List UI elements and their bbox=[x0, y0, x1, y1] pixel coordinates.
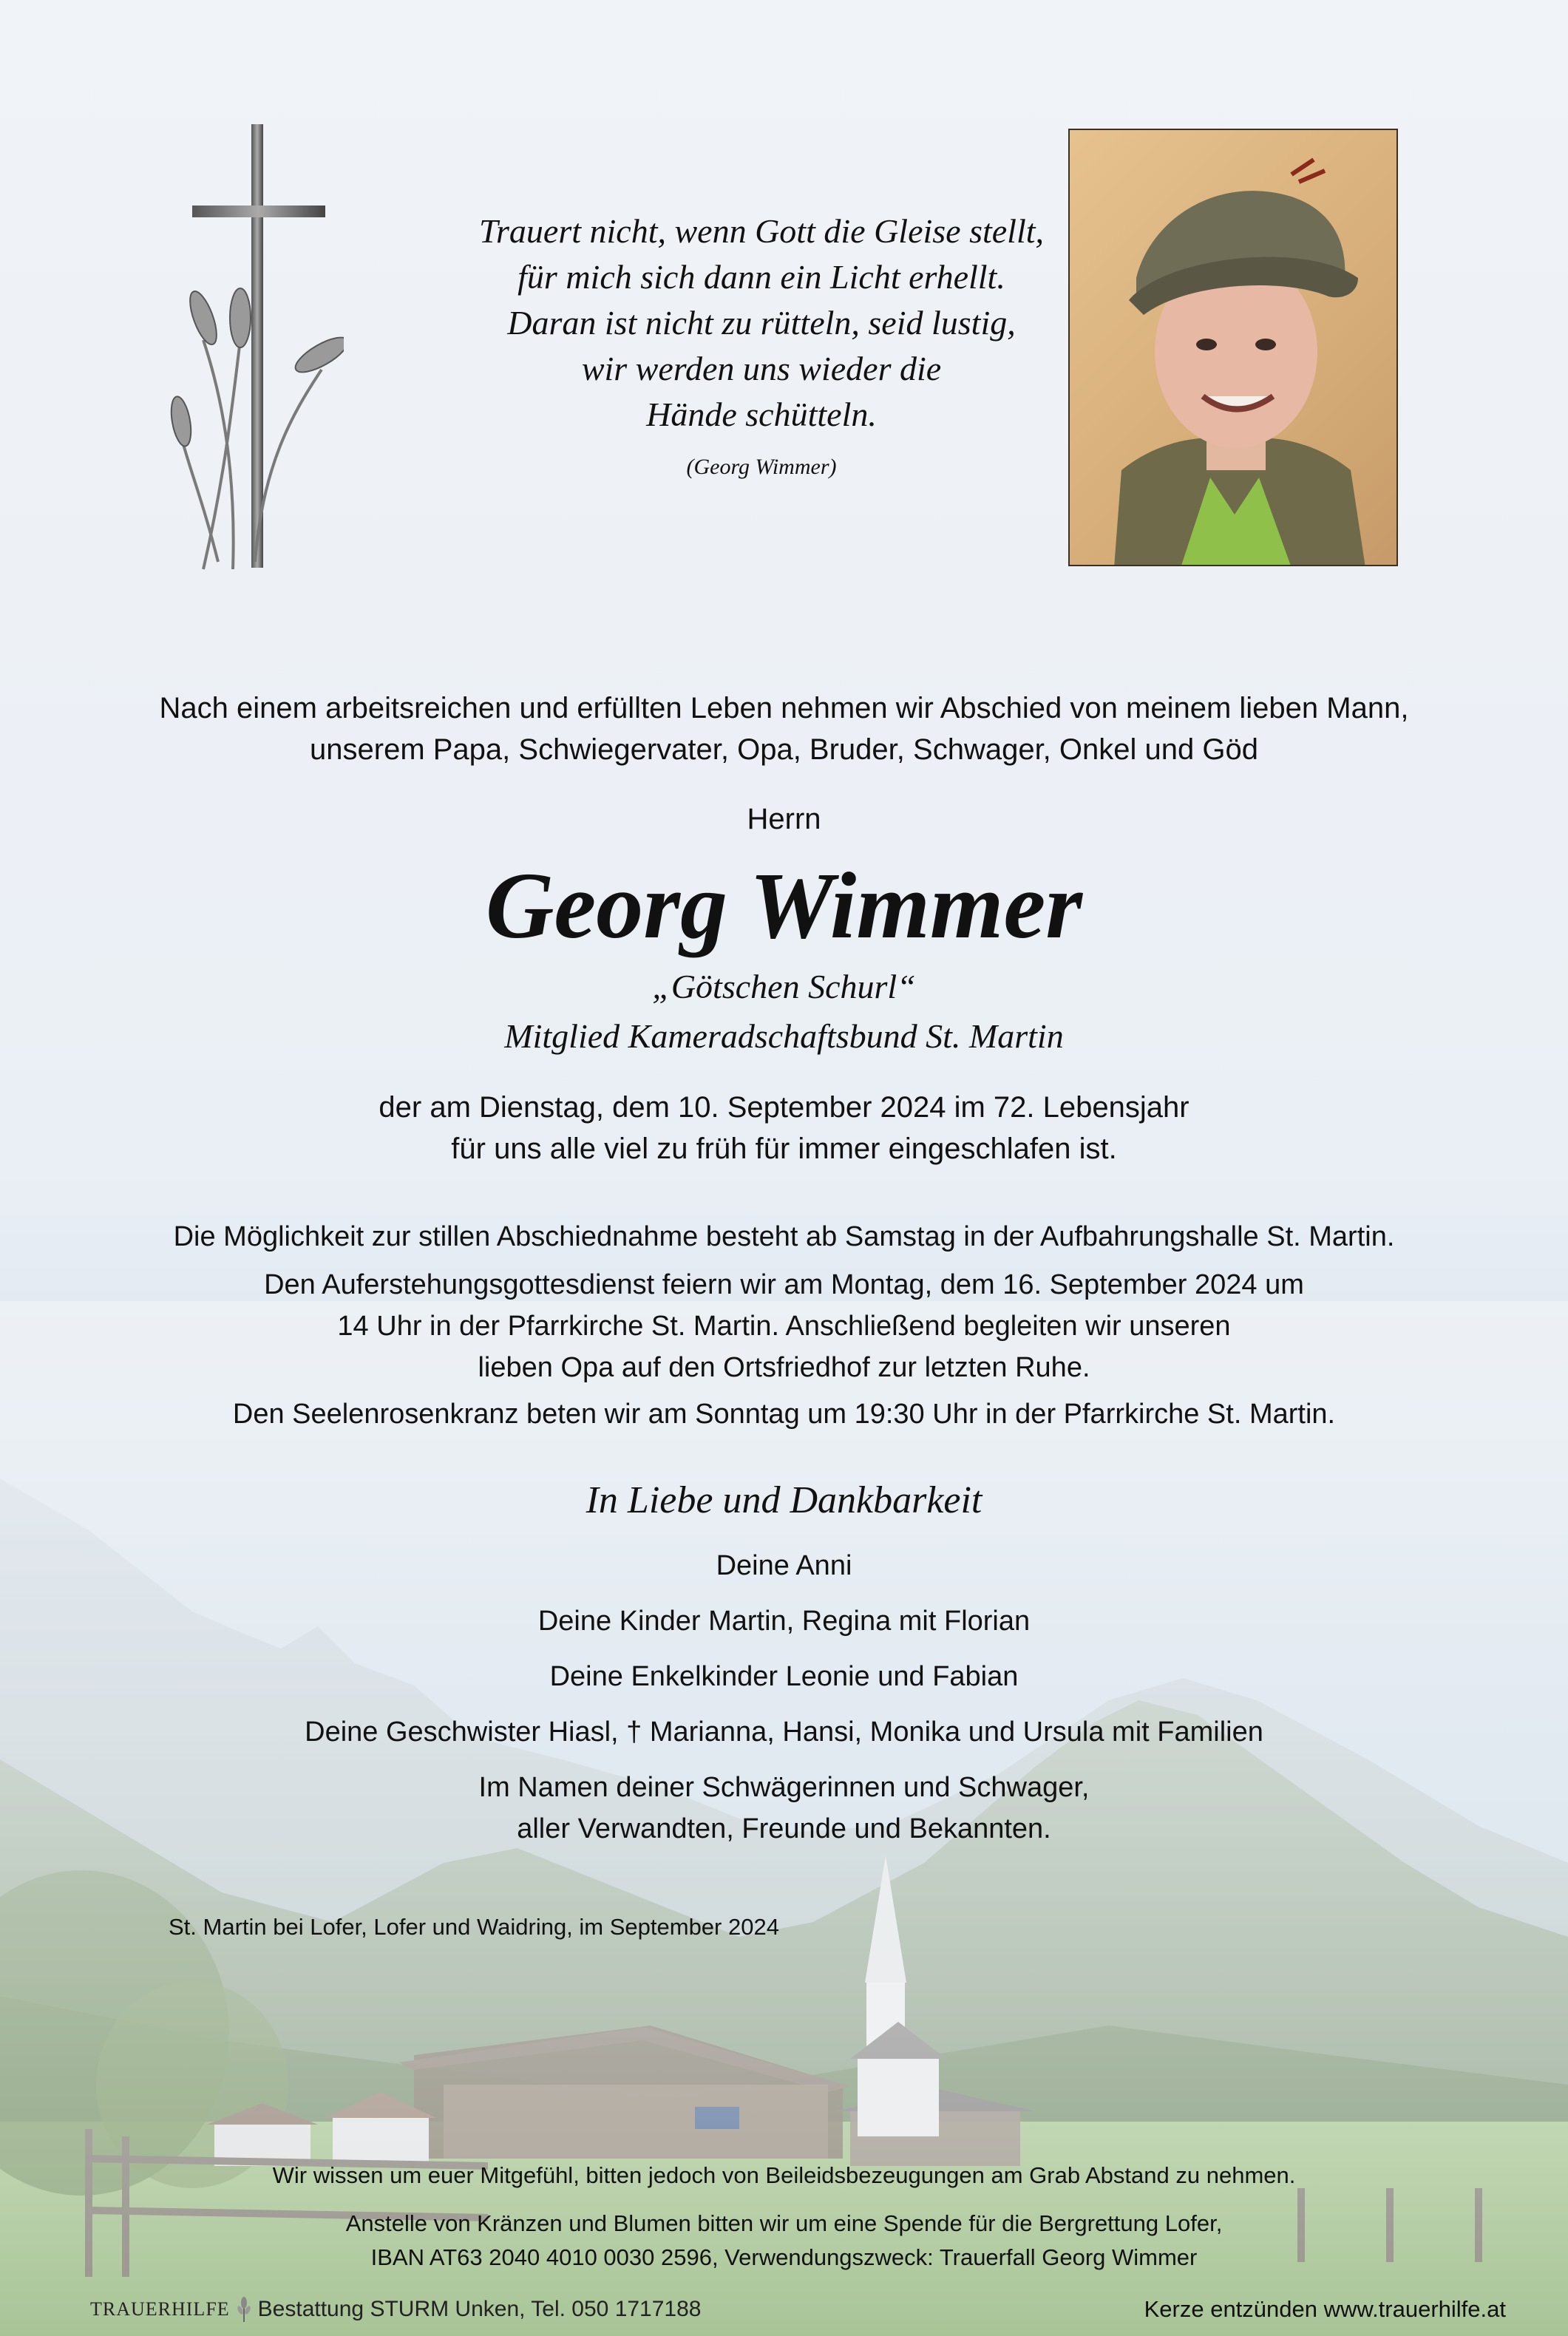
poem-line: Daran ist nicht zu rütteln, seid lustig, bbox=[507, 304, 1016, 342]
portrait-photo bbox=[1068, 129, 1398, 566]
poem-line: wir werden uns wieder die bbox=[581, 350, 942, 387]
condolence-note: Wir wissen um euer Mitgefühl, bitten jedoch von Beileidsbezeugungen am Grab Abstand zu nehmen. bbox=[272, 2162, 1296, 2188]
death-line: für uns alle viel zu früh für immer eingeschlafen ist. bbox=[451, 1133, 1117, 1165]
wheat-icon bbox=[236, 2297, 252, 2322]
portrait-illustration bbox=[1070, 130, 1398, 566]
rosary-info: Den Seelenrosenkranz beten wir am Sonntag um 19:30 Uhr in der Pfarrkirche St. Martin. bbox=[232, 1399, 1336, 1430]
mourner-others-line: aller Verwandten, Freunde und Bekannten. bbox=[517, 1813, 1051, 1844]
mourner-others bbox=[0, 1767, 1568, 1850]
viewing-info: Die Möglichkeit zur stillen Abschiednahme besteht ab Samstag in der Aufbahrungshalle St. Martin. bbox=[173, 1221, 1395, 1252]
mourner-grandchildren: Deine Enkelkinder Leonie und Fabian bbox=[549, 1661, 1019, 1692]
mourner-others-line: Im Namen deiner Schwägerinnen und Schwager, bbox=[478, 1772, 1090, 1803]
place-and-date: St. Martin bei Lofer, Lofer und Waidring, im September 2024 bbox=[169, 1914, 779, 1940]
salutation: Herrn bbox=[747, 803, 821, 835]
death-line: der am Dienstag, dem 10. September 2024 im 72. Lebensjahr bbox=[379, 1091, 1189, 1124]
mourner-children: Deine Kinder Martin, Regina mit Florian bbox=[537, 1606, 1031, 1637]
poem bbox=[355, 208, 1168, 482]
intro-line: Nach einem arbeitsreichen und erfüllten Leben nehmen wir Abschied von meinem lieben Mann, bbox=[159, 692, 1409, 724]
poem-author: (Georg Wimmer) bbox=[686, 455, 837, 479]
footer-left bbox=[90, 2295, 701, 2324]
donation-note bbox=[0, 2207, 1568, 2275]
poem-line: Trauert nicht, wenn Gott die Gleise stellt, bbox=[478, 212, 1045, 250]
service-line: lieben Opa auf den Ortsfriedhof zur letzten Ruhe. bbox=[478, 1352, 1090, 1383]
cross-with-wheat-icon bbox=[159, 118, 344, 577]
light-candle-link[interactable]: Kerze entzünden www.trauerhilfe.at bbox=[1144, 2296, 1506, 2322]
service-info bbox=[0, 1264, 1568, 1388]
mourner-spouse: Deine Anni bbox=[716, 1550, 852, 1581]
deceased-membership: Mitglied Kameradschaftsbund St. Martin bbox=[504, 1017, 1064, 1055]
service-line: Den Auferstehungsgottesdienst feiern wir am Montag, dem 16. September 2024 um bbox=[264, 1269, 1304, 1300]
death-notice bbox=[0, 1087, 1568, 1169]
intro-line: unserem Papa, Schwiegervater, Opa, Bruder, Schwager, Onkel und Göd bbox=[310, 733, 1258, 766]
undertaker-info: Bestattung STURM Unken, Tel. 050 1717188 bbox=[257, 2297, 702, 2321]
donation-line: IBAN AT63 2040 4010 0030 2596, Verwendungszweck: Trauerfall Georg Wimmer bbox=[370, 2244, 1198, 2270]
poem-line: Hände schütteln. bbox=[646, 395, 877, 433]
deceased-nickname: „Götschen Schurl“ bbox=[652, 968, 916, 1005]
mourners-heading: In Liebe und Dankbarkeit bbox=[586, 1479, 982, 1521]
footer-right bbox=[1144, 2295, 1506, 2324]
footer bbox=[0, 2284, 1568, 2336]
intro-text bbox=[0, 687, 1568, 770]
mourner-siblings: Deine Geschwister Hiasl, † Marianna, Hansi, Monika und Ursula mit Familien bbox=[305, 1717, 1263, 1748]
service-line: 14 Uhr in der Pfarrkirche St. Martin. Anschließend begleiten wir unseren bbox=[337, 1311, 1231, 1342]
brand-logo-text: TRAUERHILFE bbox=[90, 2298, 230, 2320]
deceased-name: Georg Wimmer bbox=[485, 853, 1083, 958]
donation-line: Anstelle von Kränzen und Blumen bitten wir um eine Spende für die Bergrettung Lofer, bbox=[345, 2210, 1223, 2236]
poem-line: für mich sich dann ein Licht erhellt. bbox=[517, 258, 1005, 296]
